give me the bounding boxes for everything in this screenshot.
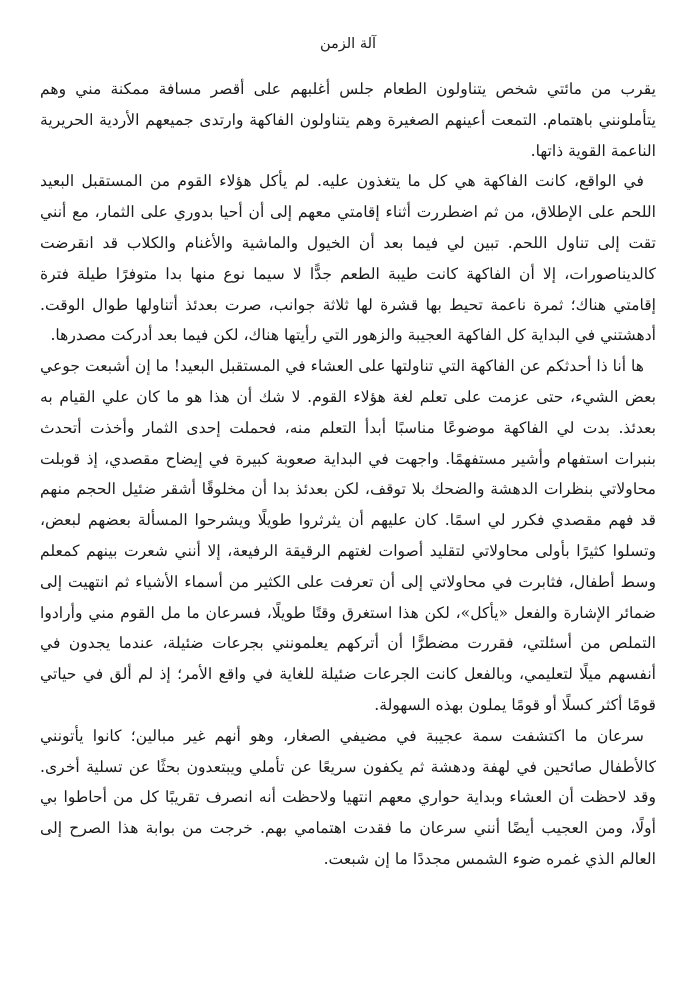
paragraph: في الواقع، كانت الفاكهة هي كل ما يتغذون عليه. لم يأكل هؤلاء القوم من المستقبل البعيد اللحم على الإطلاق، من ثم اضطررت أثناء إقامتي معهم إلى أن أحيا بدوري على الثمار، مع أنني تقت إلى تناول اللحم. تبين لي فيما بعد أن الخيول والماشية والأغنام والكلاب قد انقرضت كالديناصورات، إلا أن الفاكهة كانت طيبة الطعم جدًّا لا سيما نوع منها بدا متوفرًا طيلة فترة إقامتي هناك؛ ثمرة ناعمة تحيط بها قشرة لها ثلاثة جوانب، صرت بعدئذ أتناولها طوال الوقت. أدهشتني في البداية كل الفاكهة العجيبة والزهور التي رأيتها هناك، لكن فيما بعد أدركت مصدرها. xyxy=(40,172,656,345)
paragraph: سرعان ما اكتشفت سمة عجيبة في مضيفي الصغار، وهو أنهم غير مبالين؛ كانوا يأتونني كالأطفال صائحين في لهفة ودهشة ثم يكفون سريعًا عن تأملي ويبتعدون بحثًا عن تسلية أخرى. وقد لاحظت أن العشاء وبداية حواري معهم انتهيا ولاحظت أنه انصرف تقريبًا كل من أحاطوا بي أولًا، ومن العجيب أيضًا أنني سرعان ما فقدت اهتمامي بهم. خرجت من بوابة هذا الصرح إلى العالم الذي غمره ضوء الشمس مجددًا ما إن شبعت. xyxy=(40,726,656,868)
paragraph: ها أنا ذا أحدثكم عن الفاكهة التي تناولتها على العشاء في المستقبل البعيد! ما إن أشبعت جوعي بعض الشيء، حتى عزمت على تعلم لغة هؤلاء القوم. لا شك أن هذا هو ما كان علي القيام به بعدئذ. بدت لي الفاكهة موضوعًا مناسبًا أبدأ التعلم منه، فحملت إحدى الثمار وأخذت أتحدث بنبرات استفهام وأشير مستفهمًا. واجهت في البداية صعوبة كبيرة في إيضاح مقصدي، إذ قوبلت محاولاتي بنظرات الدهشة والضحك بلا توقف، لكن بعدئذ بدا أن مخلوقًا أشقر ضئيل الحجم منهم قد فهم مقصدي فكرر لي اسمًا. كان عليهم أن يثرثروا طويلًا ويشرحوا المسألة بعضهم لبعض، وتسلوا كثيرًا بأولى محاولاتي لتقليد أصوات لغتهم الرقيقة الرفيعة، إلا أنني شعرت بينهم كمعلم وسط أطفال، فثابرت في محاولاتي إلى أن تعرفت على الكثير من أسماء الأشياء ثم انتهيت إلى ضمائر الإشارة والفعل «يأكل»، لكن هذا استغرق وقتًا طويلًا، فسرعان ما مل القوم مني وأرادوا التملص من أسئلتي، فقررت مضطرًّا أن أتركهم يعلمونني بجرعات ضئيلة، عندما يجدون في أنفسهم ميلًا لتعليمي، وبالفعل كانت الجرعات ضئيلة للغاية في واقع الأمر؛ إذ لم ألق في حياتي قومًا أكثر كسلًا أو قومًا يملون بهذه السهولة. xyxy=(40,357,656,714)
paragraph: يقرب من مائتي شخص يتناولون الطعام جلس أغلبهم على أقصر مسافة ممكنة مني وهم يتأملونني باهتمام. التمعت أعينهم الصغيرة وهم يتناولون الفاكهة وارتدى جميعهم الأردية الحريرية الناعمة القوية ذاتها. xyxy=(40,80,656,160)
running-header: آلة الزمن xyxy=(319,36,377,52)
book-page xyxy=(40,34,656,875)
